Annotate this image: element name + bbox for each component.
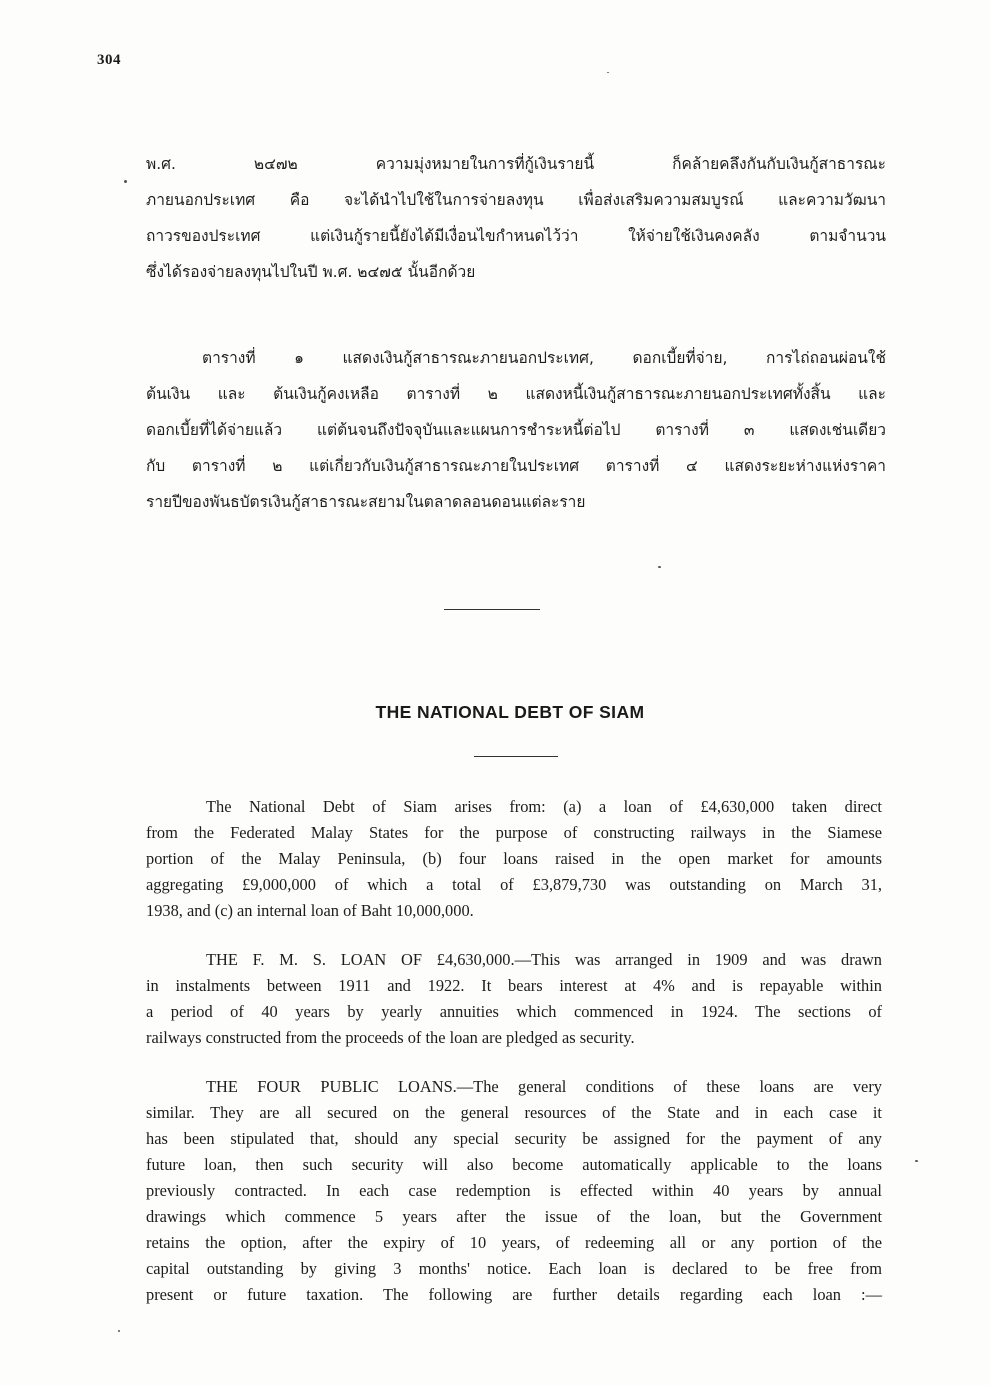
- english-paragraph-3: [146, 1074, 882, 1308]
- text-line: รายปีของพันธบัตรเงินกู้สาธารณะสยามในตลาดลอนดอนแต่ละราย: [146, 493, 586, 511]
- text-line: in instalments between 1911 and 1922. It bears interest at 4% and is repayable within: [146, 976, 882, 995]
- text-line: พ.ศ. ๒๔๗๒ ความมุ่งหมายในการที่กู้เงินรายนี้ ก็คล้ายคลึงกันกับเงินกู้สาธารณะ: [146, 155, 886, 173]
- section-divider: [444, 609, 540, 610]
- english-paragraph-2: [146, 947, 882, 1051]
- text-line: has been stipulated that, should any special security be assigned for the payment of any: [146, 1129, 882, 1148]
- title-underline-divider: [474, 756, 558, 757]
- text-line: The National Debt of Siam arises from: (a) a loan of £4,630,000 taken direct: [206, 797, 882, 816]
- text-line: aggregating £9,000,000 of which a total of £3,879,730 was outstanding on March 31,: [146, 875, 882, 894]
- section-title: THE NATIONAL DEBT OF SIAM: [375, 702, 645, 722]
- scan-speck: [658, 566, 661, 568]
- text-line: THE F. M. S. LOAN OF £4,630,000.—This was arranged in 1909 and was drawn: [206, 950, 882, 969]
- text-line: future loan, then such security will also become automatically applicable to the loans: [146, 1155, 882, 1174]
- text-line: capital outstanding by giving 3 months' notice. Each loan is declared to be free from: [146, 1259, 882, 1278]
- text-line: THE FOUR PUBLIC LOANS.—The general conditions of these loans are very: [206, 1077, 882, 1096]
- text-line: drawings which commence 5 years after the issue of the loan, but the Government: [146, 1207, 882, 1226]
- text-line: retains the option, after the expiry of 10 years, of redeeming all or any portion of the: [146, 1233, 882, 1252]
- text-line: from the Federated Malay States for the purpose of constructing railways in the Siamese: [146, 823, 882, 842]
- text-line: ต้นเงิน และ ต้นเงินกู้คงเหลือ ตารางที่ ๒ แสดงหนี้เงินกู้สาธารณะภายนอกประเทศทั้งสิ้น และ: [146, 385, 886, 403]
- text-line: ถาวรของประเทศ แต่เงินกู้รายนี้ยังได้มีเงื่อนไขกำหนดไว้ว่า ให้จ่ายใช้เงินคงคลัง ตามจำนวน: [146, 227, 886, 245]
- text-line: present or future taxation. The following are further details regarding each loan :—: [146, 1285, 882, 1304]
- thai-paragraph-2: [146, 340, 886, 520]
- text-line: ภายนอกประเทศ คือ จะได้นำไปใช้ในการจ่ายลงทุน เพื่อส่งเสริมความสมบูรณ์ และความวัฒนา: [146, 191, 886, 209]
- text-line: 1938, and (c) an internal loan of Baht 10,000,000.: [146, 901, 474, 920]
- scan-speck: [607, 72, 609, 73]
- text-line: ดอกเบี้ยที่ได้จ่ายแล้ว แต่ต้นจนถึงปัจจุบันและแผนการชำระหนี้ต่อไป ตารางที่ ๓ แสดงเช่นเดียว: [146, 421, 886, 439]
- english-paragraph-1: [146, 794, 882, 924]
- text-line: similar. They are all secured on the general resources of the State and in each case it: [146, 1103, 882, 1122]
- text-line: กับ ตารางที่ ๒ แต่เกี่ยวกับเงินกู้สาธารณะภายในประเทศ ตารางที่ ๔ แสดงระยะห่างแห่งราคา: [146, 457, 886, 475]
- text-line: portion of the Malay Peninsula, (b) four loans raised in the open market for amounts: [146, 849, 882, 868]
- text-line: ซึ่งได้รองจ่ายลงทุนไปในปี พ.ศ. ๒๔๗๕ นั้นอีกด้วย: [146, 263, 476, 281]
- scan-speck: [124, 180, 127, 183]
- text-line: a period of 40 years by yearly annuities which commenced in 1924. The sections of: [146, 1002, 882, 1021]
- text-line: railways constructed from the proceeds of the loan are pledged as security.: [146, 1028, 635, 1047]
- scan-speck: [915, 1160, 918, 1162]
- scan-speck: [118, 1330, 120, 1332]
- page-number: 304: [97, 52, 121, 68]
- text-line: previously contracted. In each case redemption is effected within 40 years by annual: [146, 1181, 882, 1200]
- thai-paragraph-1: [146, 146, 886, 290]
- text-line: ตารางที่ ๑ แสดงเงินกู้สาธารณะภายนอกประเทศ, ดอกเบี้ยที่จ่าย, การไถ่ถอนผ่อนใช้: [202, 349, 886, 367]
